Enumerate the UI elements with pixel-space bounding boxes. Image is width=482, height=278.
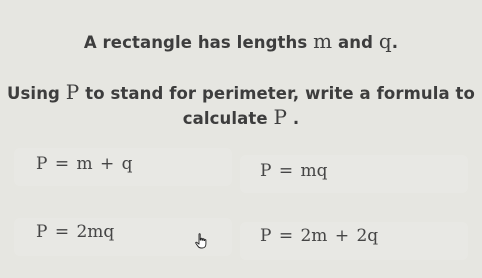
option-formula: P = 2mq	[36, 222, 115, 242]
question-line-2	[0, 80, 482, 104]
variable-p: P	[273, 105, 288, 129]
hand-pointer-icon	[194, 233, 208, 249]
question-text: .	[391, 33, 399, 52]
answer-option-b[interactable]	[240, 155, 468, 193]
question-text: calculate	[182, 109, 274, 128]
question-text: .	[287, 109, 300, 128]
option-formula: P = mq	[260, 161, 328, 181]
question-text: and	[332, 33, 379, 52]
variable-q: q	[378, 29, 392, 53]
question-text: A rectangle has lengths	[83, 33, 314, 52]
variable-p: P	[65, 80, 80, 104]
question-line-3	[0, 105, 482, 129]
option-formula: P = 2m + 2q	[260, 226, 379, 246]
question-text: Using	[7, 84, 66, 103]
answer-option-a[interactable]	[14, 148, 232, 186]
question-text: to stand for perimeter, write a formula to	[79, 84, 475, 103]
option-formula: P = m + q	[36, 154, 133, 174]
question-line-1	[0, 29, 482, 53]
answer-option-d[interactable]	[240, 222, 468, 260]
variable-m: m	[313, 29, 333, 53]
